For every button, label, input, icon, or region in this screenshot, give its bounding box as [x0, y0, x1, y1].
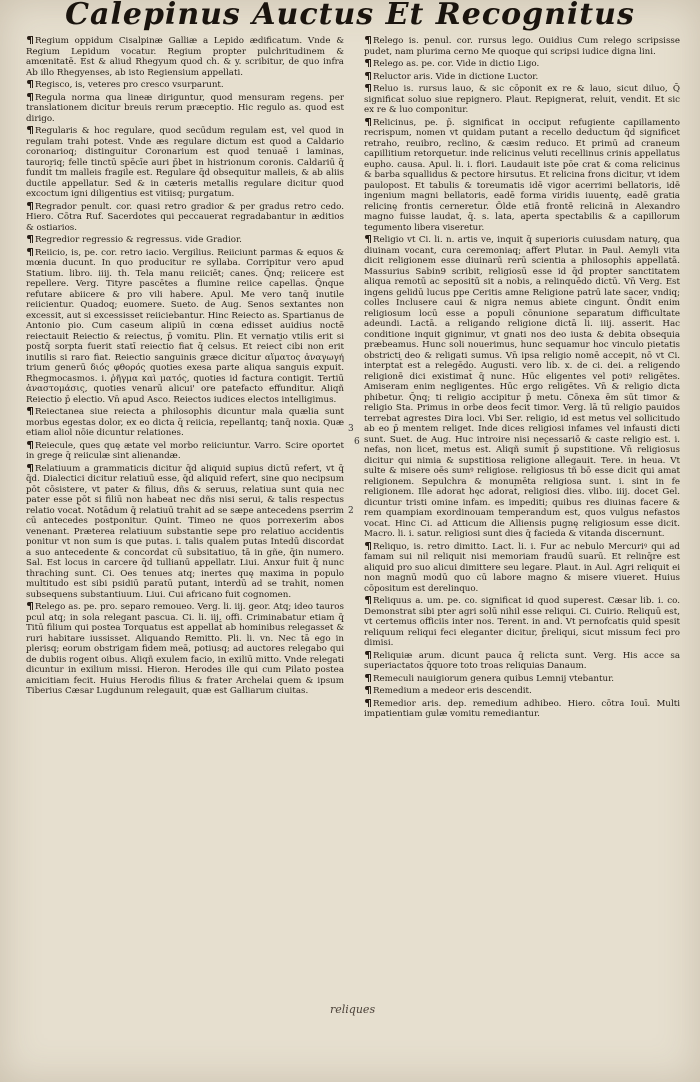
dictionary-entry: [26, 93, 344, 125]
pilcrow-icon: [364, 674, 371, 682]
dictionary-entry: [364, 686, 680, 697]
dictionary-entry: [26, 407, 344, 439]
dictionary-entry: [26, 602, 344, 697]
dictionary-entry: [26, 464, 344, 601]
dictionary-entry: [26, 202, 344, 234]
dictionary-entry: [364, 59, 680, 70]
entry-text: Relatiuum a grammaticis dicitur q̄d aliquid supius dictū refert, vt q̄ q̄d. Dialectici dicitur relatiuū esse, q̄d aliquid refert, sine quo necipsum pōt cōsistere, vt pater & filius, dñs & seruus, relatiua sunt quia nec pater esse pōt si filiū non habeat nec dñs nisi serui, & talis respectus relatio vocat̄. Notādum q̄ relatiuū trahit ad se sæpe antecedens pserrim cū antecedes postponitur. Quint. Timeo ne quos porrexerim abos venenant. Præterea relatiuum substantie sepe pro relatiuo accidentis ponitur vt non sum is que putas. i. talis qualem putas Intedū discordat a suo antecedente & concordat cū subsitatiuo, tā in gñe, q̄in numero. Sal. Est locus in carcere q̄d tullianū appellatr. Liui. Anxur fuit q̄ nunc thraching sunt. Ci. Oes tenues atq; inertes quę maxima in populo multitudo est sibi psidiū paratū putant, interdū ad se trahit, nomen subsequens substantiuum. Liui. Cui africano fuit cognomen.: [26, 463, 344, 600]
margin-mark: 6: [354, 437, 360, 447]
pilcrow-icon: [26, 126, 33, 134]
pilcrow-icon: [364, 36, 371, 44]
entry-text: Regredior regressio & regressus. vide Gradior.: [35, 235, 242, 245]
dictionary-entry: [364, 699, 680, 720]
pilcrow-icon: [364, 699, 371, 707]
entry-text: Reiectanea siue reiecta a philosophis dicuntur mala quælia sunt morbus egestas dolor, ex eo dicta q̄ reiicia, repellantq; tanq̄ noxia. Quæ etiam aliol nōie dicuntur relationes.: [26, 407, 344, 438]
dictionary-entry: [364, 72, 680, 83]
entry-text: Regium oppidum Cisalpinæ Galliæ a Lepido ædificatum. Vnde & Regium Lepidum vocatur. Regium propter pulchritudinem & amœnitatē. Est & aliud Rhegyum quod ch. & y. scribitur, de quo infra Ab illo Rhegyenses, ab isto Regiensium appellati.: [26, 36, 344, 78]
dictionary-entry: [364, 674, 680, 685]
pilcrow-icon: [26, 80, 33, 88]
pilcrow-icon: [26, 93, 33, 101]
pilcrow-icon: [26, 202, 33, 210]
entry-text: Reliquiæ arum. dicunt pauca q̄ relicta sunt. Verg. His acce sa superiactatos q̄quore toto troas reliquias Danaum.: [364, 650, 680, 671]
margin-mark: 2: [348, 506, 354, 516]
entry-text: Reluctor aris. Vide in dictione Luctor.: [373, 71, 539, 82]
dictionary-entry: [364, 542, 680, 595]
dictionary-entry: [26, 248, 344, 406]
entry-text: Remeculi nauigiorum genera quibus Lemnij vtebantur.: [373, 673, 615, 684]
entry-text: Relego as. pe. cor. Vide in dictio Ligo.: [373, 59, 540, 69]
entry-text: Regisco, is, veteres pro cresco vsurparunt.: [35, 80, 224, 90]
dictionary-entry: [26, 80, 344, 91]
entry-text: Remedior aris. dep. remedium adhibeo. Hiero. cōtra Iouī. Multi impatientiam gulæ vomitu remediantur.: [364, 698, 680, 719]
pilcrow-icon: [364, 596, 371, 604]
dictionary-entry: [26, 126, 344, 200]
pilcrow-icon: [364, 118, 371, 126]
entry-text: Regula norma qua lineæ diriguntur, quod mensuram regens. per translationem dicitur breuis rerum præceptio. Hic regulo as. quod est dirigo.: [26, 92, 344, 124]
dictionary-entry: [364, 84, 680, 116]
pilcrow-icon: [364, 59, 371, 67]
dictionary-entry: [364, 36, 680, 57]
pilcrow-icon: [364, 686, 371, 694]
entry-text: Regularis & hoc regulare, quod secūdum regulam est, vel quod in regulam trahi potest. Vnde æs regulare dictum est quod a Caldario coronarioq; distinguitur Coronarium est quod tenuaē i laminas, tauroriq; felle tinctū spēcīe auri p̄bet in histrionum coronis. Caldariū q̄ fundit̄ tm malleis fragile est. Regulare q̄d obsequitur malleis, & ab aliis ductile appellatur. Sed & in cæteris metallis regulare dicitur quod excoctum igni diligentius est vitiisq; purgatum.: [26, 126, 344, 199]
margin-mark: 3: [348, 424, 354, 434]
dictionary-entry: [26, 36, 344, 78]
entry-text: Relicinus, pe. p̄. significat in occiput refugiente capillamento recrispum, nomen vt quidam putant a recello deductum q̄d significet retraho, reuibro, reclino, & cæsim reduco. Et primū ad craneum capillitium retorquetur. inde relicinus veluti recellinus crinis appellatus eupho. causa. Apul. li. i. flori. Laudauit iste pōe crat & coma relicinus & barba squallidus & pectore hirsutus. Et relicina frons dicitur, vt idem paulopost. Et tabulis & toreumatis idē vigor acerrimi bellatoris, idē ingenium magni bellatoris, eadē forma viridis iuuentę, eadē gratia relicinę frontis cerneretur. Ōlde etiā frontē relicinā in Alexandro magno fuisse laudat, q̄. s. lata, aperta spectabilis & a capillorum tegumento libera viseretur.: [364, 117, 680, 233]
dictionary-entry: [364, 118, 680, 234]
pilcrow-icon: [364, 72, 371, 80]
pilcrow-icon: [364, 651, 371, 659]
entry-text: Reliquus a. um. pe. co. significat id quod superest. Cæsar lib. i. co. Demonstrat sibi pter agri solū nihil esse reliqui. Ci. Cuirio. Reliquū est, vt certemus officiis inter nos. Terent. in and. Vt pernofcatis quid spesit reliquum reliqui feci eleganter dicitur, p̄reliqui, sicut missum feci pro dimisi.: [364, 596, 680, 648]
pilcrow-icon: [364, 542, 371, 550]
pilcrow-icon: [26, 248, 33, 256]
entry-text: Relego is. penul. cor. rursus lego. Ouidius Cum relego scripsisse pudet, nam plurima cerno Me quoque qui scripsi iudice digna lini.: [364, 36, 680, 57]
running-head-title: Calepinus Auctus Et Recognitus: [65, 0, 635, 32]
dictionary-entry: [26, 235, 344, 246]
entry-text: Remedium a medeor eris descendit.: [373, 686, 532, 696]
pilcrow-icon: [26, 441, 33, 449]
dictionary-entry: [364, 596, 680, 649]
pilcrow-icon: [26, 602, 33, 610]
entry-text: Reiicio, is, pe. cor. retro iacio. Vergilius. Reiiciunt parmas & equos & mœnia ducunt. In quo producitur re syllaba. Corripitur vero apud Statium. libro. iiij. th. Tela manu reiiciēt; canes. Q̄nq; reiicere est repellere. Verg. Tityre pascētes a flumine reiice capellas. Q̄nque refutare abiicere & pro vili habere. Apul. Me vero tanq̄ inutile reiicientur. Quadoq; euomere. Sueto. de Aug. Senos sextantes non excessit, aut si excessisset reiiciebantur. Hinc Reiecto as. Spartianus de Antonio pio. Cum caseum alipiū in cœna edisset auidius noctē reiectauit Reiectio & reiectus, p̄ vomitu. Plin. Et vernatio vtilis erit si postq̄ sorpta fuerit statī reiectio fiat q̄ celsus. Et reiect̄ cibi non erit inutilis si raro fiat. Reiectio sanguinis græce dicitur αἵματος ἀναγωγή trium generū διός φθορός quoties exesa parte aliqua sanguis expuit. Rhegmocasmos. i. ῥῆγμα καὶ ματός, quoties id factura contigit. Tertiū ἀναστομάσις, quoties venarū alicui' ore patefacto effunditur. Aliqñ Reiectio p̄ electio. Vn̄ apud Asco. Reiectos iudices electos intelligimus.: [26, 247, 344, 405]
entry-text: Relego as. pe. pro. separo remoueo. Verg. li. iij. geor. Atq; ideo tauros pcul atq; in sola relegant pascua. Ci. li. iij. offi. Criminabatur etiam q̄ Titū filium qui postea Torquatus est appellat̄ ab hominibus relegasset & ruri habitare iussisset. Aliquando Remitto. Pli. li. vn. Nec tā ego in plerisq; eorum obstrigam fidem meā, potiusq; ad auctores relegabo qui de dubiis rogent oibus. Aliqñ exulem facio, in exiliū mitto. Vnde relegati dicuntur in exilium missi. Hieron. Herodes ille qui cum Pilato postea amicitiam fecit. Huius Herodis filius & frater Archelai quem & ipsum Tiberius Cæsar Lugdunum relegauit, quæ est Galliarum ciuitas.: [26, 602, 344, 696]
pilcrow-icon: [26, 235, 33, 243]
dictionary-entry: [364, 651, 680, 672]
entry-text: Reliquo, is. retro dimitto. Lact. li. i. Fur ac nebulo Mercuriꝰ qui ad famam sui nil reliquit nisi memoriam fraudū suarū. Et relinq̄re est aliquid pro suo alicui dimittere seu legare. Plaut. in Aul. Agri reliquit ei non magnū modū quo cū labore magno & misere viueret. Huius cōpositum est derelinquo.: [364, 541, 680, 594]
handwritten-catchword: reliques: [330, 1003, 376, 1016]
entry-text: Reiecule, ques quę ætate vel morbo reiiciuntur. Varro. Scire oportet in grege q̄ reiiculæ sint alienandæ.: [26, 440, 344, 461]
pilcrow-icon: [364, 235, 371, 243]
pilcrow-icon: [26, 464, 33, 472]
right-column: [364, 36, 680, 976]
entry-text: Religio vt Ci. li. n. artis ve, inquit q̄ superioris cuiusdam naturę, qua diuinam vocant, cura ceremoniaq; affert Plutar. in Paul. Aemyli vita dicit religionem esse diuinarū rerū scientia a philosophis appellatā. Massurius Sabin9 scribit, religiosū esse id q̄d propter sanctitatem aliqua remotū ac sepositū sit a nobis, a relinquēdo dictū. Vn̄ Verg. Est ingens gelidū lucus ppe Ceritis amne Religione patrū late sacer, vndiq; colles Inclusere caui & nigra nemus abiete cingunt. Ōndit enim religiosum locū esse a populi cōnunione separatum difficultate adeundi. Lactā. a religando religione dictā li. iiij. asserit. Hac conditione inquit gignimur, vt gnati nos deo iusta & debita obsequia præbeamus. Hunc soli nouerimus, hunc sequamur hoc vinculo pietatis obstricti deo & religati sumus. Vn̄ ipsa religio nomē accepit, nō vt Ci. interptat̄ est a relegēdo. Augusti. vero lib. x. de ci. dei. a religendo religionē dici existimat̄ q̄ nunc. Hūc eligentes vel potiꝰ religētes. Amiseram enim negligentes. Hūc ergo religētes. Vn̄ & religio dicta phibetur. Q̄nq; ti religio accipitur p̄ metu. Cōnexa ēm sūt timor & religio Sta. Primus in orbe deos fecit timor. Verg. lā tū religio pauidos terrebat agrestes Dira loci. Vbi Ser. religio, id est metus vel sollicitudo ab eo p̄ mentem religet. Inde dices religiosi infames vel infausti dicti sunt. Suet. de Aug. Huc introire nisi necessariō & caste religio est. i. nefas, non licet, metus est. Aliqñ sumit̄ p̄ supstitione. Vn̄ religiosus dicitur qui nimia & supstitiosa religione allegauit. Tere. in heua. Vt sulte & misere oēs sumꝰ religiose. religiosus tñ bō esse dicit qui amat religionem. Sepulchra & monumēta religiosa sunt. i. sint in fe religionem. Ille adorat hęc adorat̄, religiosi dies. vlibo. iiij. docet Gel. dicuntur tristi omine infam. es impediti; quibus res diuinas facere & rem quampiam exordinouam temperandum est, quos vulgus nefastos vocat. Hinc Ci. ad Atticum die Alliensis pugnę religiosum esse dicit. Macro. li. i. satur. religiosi sunt dies q̄ facieda & vitanda discernunt.: [364, 235, 680, 539]
entry-text: Reluo is. rursus lauo, & sic cōponit ex re & lauo, sicut diluo, Q̄ significat soluo siue repignero. Plaut. Repignerat, reluit, vendit. Et sic ex re & luo componitur.: [364, 84, 680, 115]
dictionary-entry: [364, 235, 680, 540]
left-column: [26, 36, 344, 976]
dictionary-entry: [26, 441, 344, 462]
entry-text: Regrador penult. cor. quasi retro gradior & per gradus retro cedo. Hiero. Cōtra Ruf. Sacerdotes qui peccauerat regradabantur in æditios & ostiarios.: [26, 201, 344, 233]
pilcrow-icon: [26, 407, 33, 415]
pilcrow-icon: [26, 36, 33, 44]
pilcrow-icon: [364, 84, 371, 92]
